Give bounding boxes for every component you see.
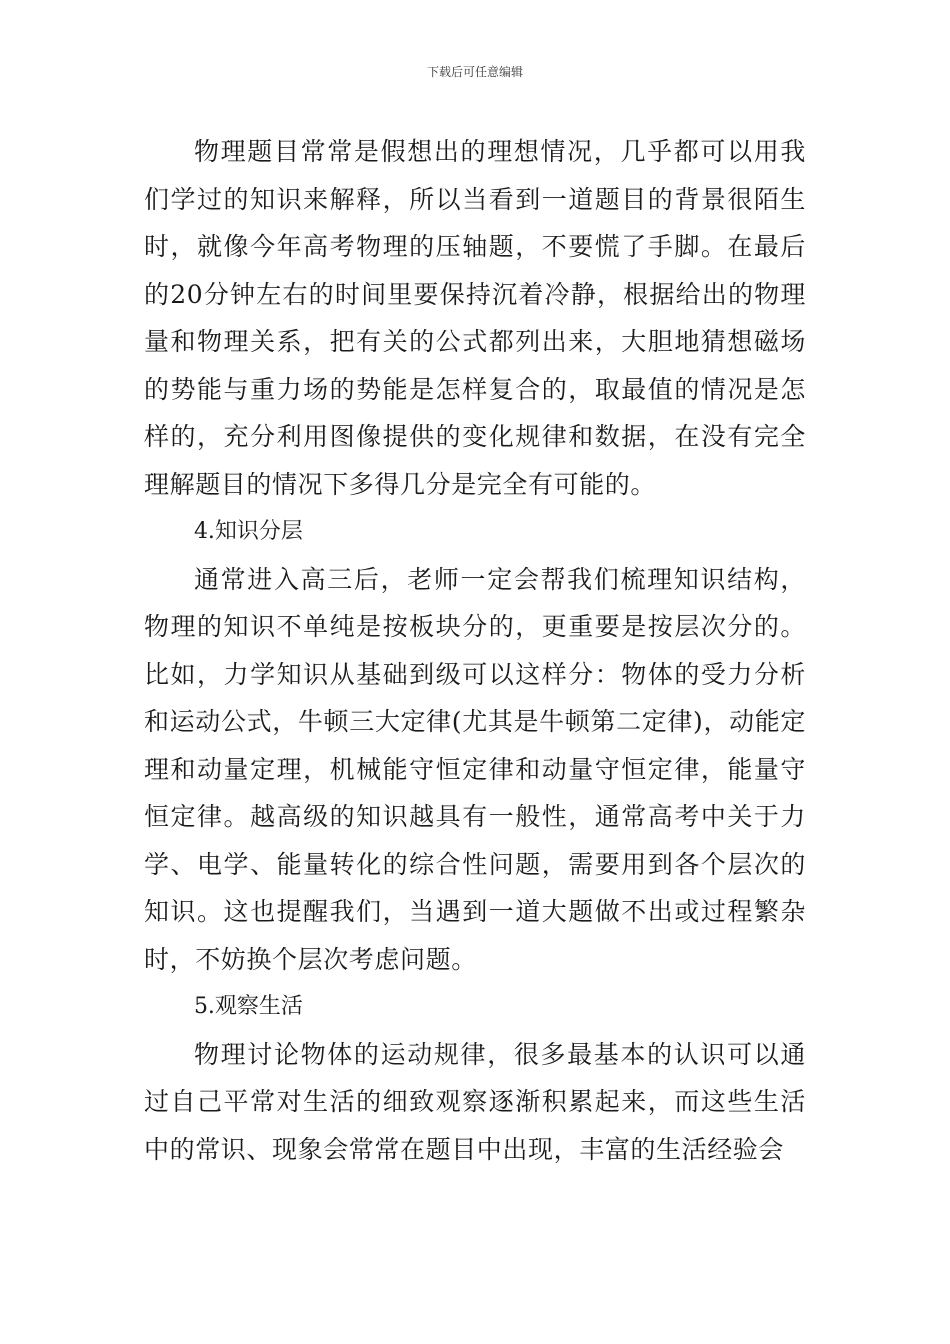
paragraph-observe-life: 物理讨论物体的运动规律，很多最基本的认识可以通过自己平常对生活的细致观察逐渐积累起来，而这些生活中的常识、现象会常常在题目中出现，丰富的生活经验会 [144,1039,806,1164]
section-heading-knowledge-layers: 4.知识分层 [193,519,303,544]
paragraph-ideal-situations: 物理题目常常是假想出的理想情况，几乎都可以用我们学过的知识来解释，所以当看到一道题目的背景很陌生时，就像今年高考物理的压轴题，不要慌了手脚。在最后的20分钟左右的时间里要保持沉着冷静，根据给出的物理量和物理关系，把有关的公式都列出来，大胆地猜想磁场的势能与重力场的势能是怎样复合的，取最值的情况是怎样的，充分利用图像提供的变化规律和数据，在没有完全理解题目的情况下多得几分是完全有可能的。 [144,137,806,499]
paragraph-knowledge-layers: 通常进入高三后，老师一定会帮我们梳理知识结构，物理的知识不单纯是按板块分的，更重要是按层次分的。比如，力学知识从基础到级可以这样分：物体的受力分析和运动公式，牛顿三大定律(尤其是牛顿第二定律)，动能定理和动量定理，机械能守恒定律和动量守恒定律，能量守恒定律。越高级的知识越具有一般性，通常高考中关于力学、电学、能量转化的综合性问题，需要用到各个层次的知识。这也提醒我们，当遇到一道大题做不出或过程繁杂时，不妨换个层次考虑问题。 [144,564,806,974]
document-body [144,128,806,1173]
page-header-note: 下载后可任意编辑 [426,65,523,79]
section-heading-observe-life: 5.观察生活 [193,994,303,1019]
